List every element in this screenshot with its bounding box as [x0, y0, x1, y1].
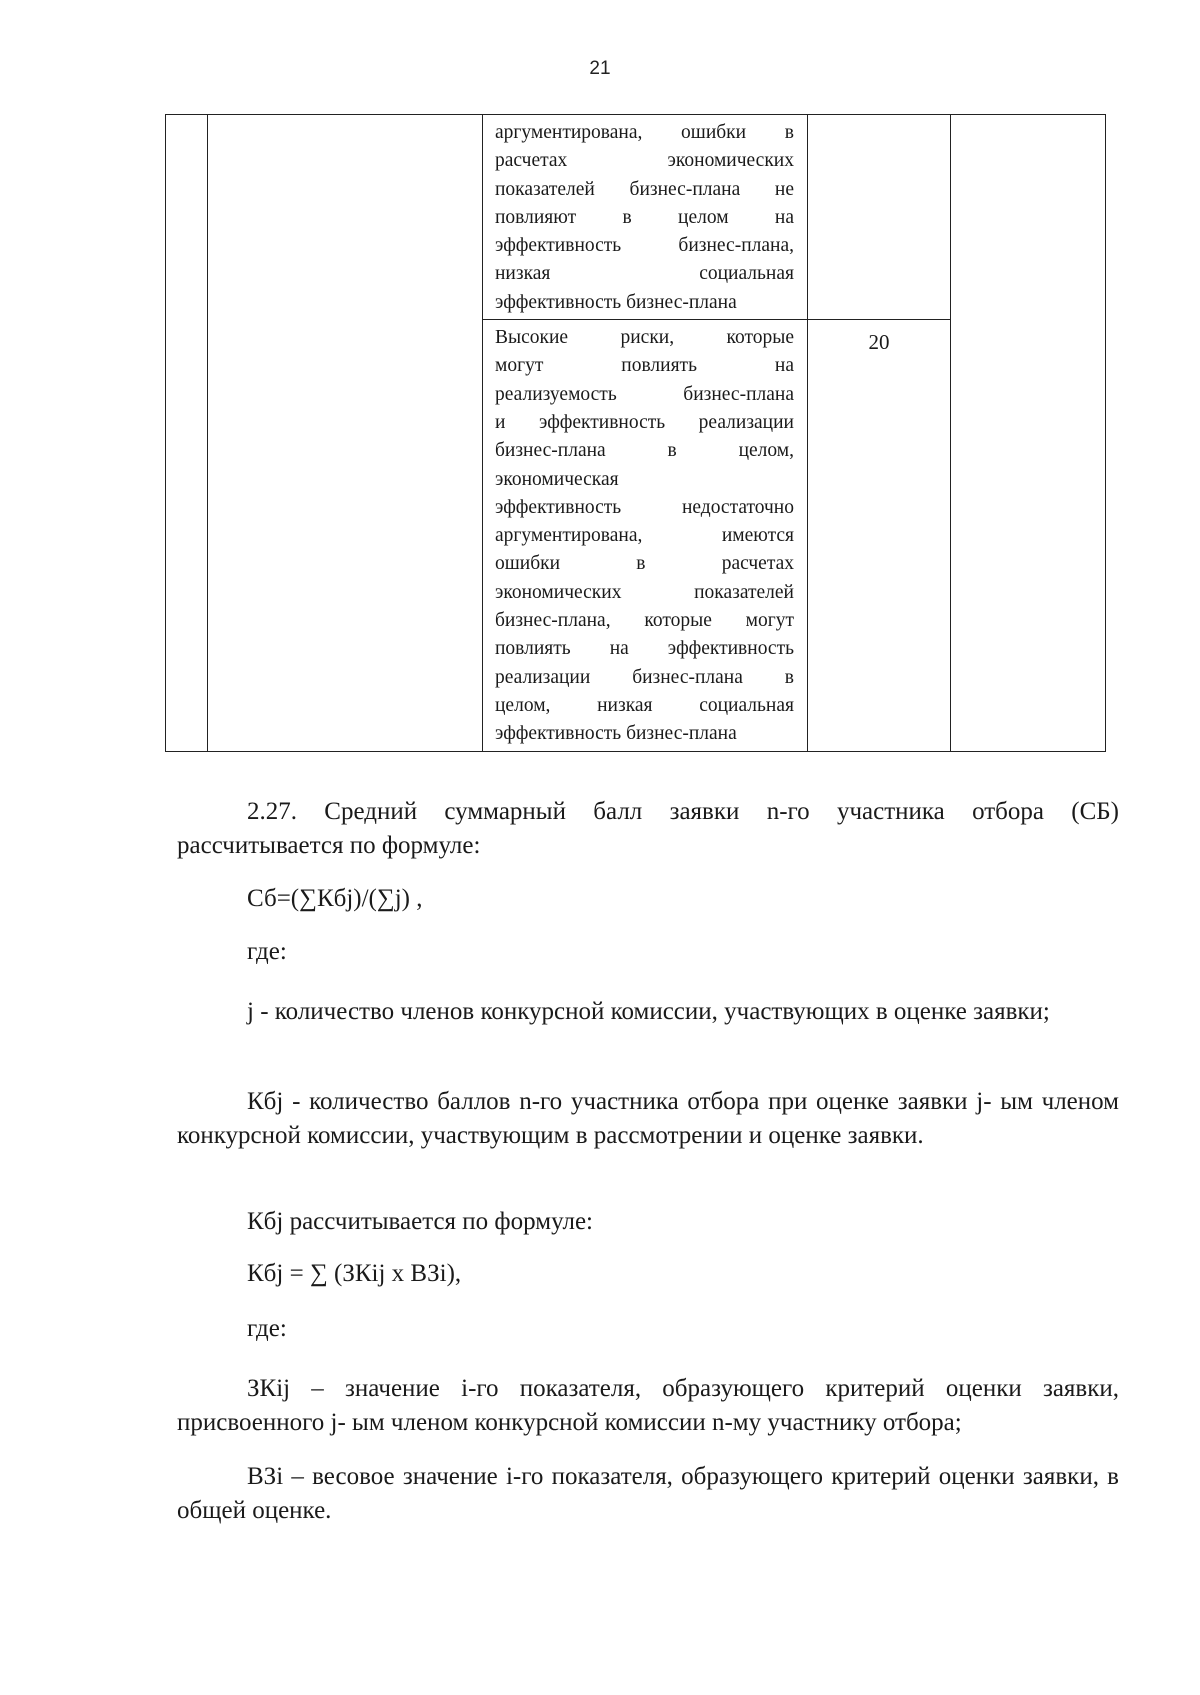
where-label [177, 1312, 1119, 1346]
cell-line: показателей бизнес-плана не [495, 178, 794, 200]
cell-line: повлияют в целом на [495, 206, 794, 228]
paragraph-2-27: 2.27. Средний суммарный балл заявки n-го участника отбора (СБ) рассчитывается по формуле: [177, 798, 1119, 859]
cell-line: повлиять на эффективность [495, 638, 794, 660]
cell-line: Высокие риски, которые [495, 327, 794, 349]
formula-sb [177, 882, 1119, 916]
table-cell-number [166, 115, 208, 752]
page-number: 21 [589, 58, 611, 79]
criteria-table [165, 114, 1106, 752]
cell-line: экономических показателей [495, 581, 794, 603]
formula-kbj [177, 1257, 1119, 1291]
cell-line: реализуемость бизнес-плана [495, 383, 794, 405]
cell-line: и эффективность реализации [495, 411, 794, 433]
cell-line: экономическая [495, 468, 619, 490]
formula-text: Сб=(∑Кбj)/(∑j) , [247, 885, 423, 912]
cell-line: расчетах экономических [495, 150, 794, 172]
cell-line: эффективность бизнес-плана [495, 291, 737, 313]
cell-line: бизнес-плана в целом, [495, 440, 794, 462]
table-cell-criterion [208, 115, 483, 752]
table-cell-score: 20 [808, 320, 951, 751]
table-row [166, 115, 1106, 320]
definition-j [177, 995, 1119, 1029]
formula-text: Кбj = ∑ (ЗКij х ВЗi), [247, 1260, 462, 1287]
table-cell-score [808, 115, 951, 320]
paragraph-j: j - количество членов конкурсной комиссии, участвующих в оценке заявки; [247, 998, 1050, 1025]
cell-line: аргументирована, имеются [495, 525, 794, 547]
paragraph-zkij: ЗКij – значение i-го показателя, образующего критерий оценки заявки, присвоенного j- ым членом конкурсной комиссии n-му участнику отбора; [177, 1375, 1119, 1436]
table-cell-description [483, 320, 808, 751]
cell-line: эффективность бизнес-плана [495, 723, 737, 745]
paragraph-kbj: Кбj - количество баллов n-го участника отбора при оценке заявки j- ым членом конкурсной комиссии, участвующим в рассмотрении и оценке заявки. [177, 1088, 1119, 1149]
where-label [177, 935, 1119, 969]
definition-vzi [177, 1460, 1119, 1528]
cell-line: эффективность бизнес-плана, [495, 235, 794, 257]
where-text: где: [247, 938, 287, 965]
kbj-formula-intro [177, 1205, 1119, 1239]
body-text [177, 795, 1119, 863]
cell-line: реализации бизнес-плана в [495, 666, 794, 688]
table-cell-description [483, 115, 808, 320]
cell-line: бизнес-плана, которые могут [495, 610, 794, 632]
paragraph-kbj-intro: Кбj рассчитывается по формуле: [247, 1208, 593, 1235]
where-text: где: [247, 1315, 287, 1342]
cell-line: низкая социальная [495, 263, 794, 285]
cell-line: аргументирована, ошибки в [495, 122, 794, 143]
cell-line: могут повлиять на [495, 355, 794, 377]
definition-zkij [177, 1372, 1119, 1440]
cell-line: целом, низкая социальная [495, 694, 794, 716]
paragraph-vzi: ВЗi – весовое значение i-го показателя, образующего критерий оценки заявки, в общей оценке. [177, 1463, 1119, 1524]
table-cell-weight [951, 115, 1106, 752]
cell-line: эффективность недостаточно [495, 496, 794, 518]
cell-line: ошибки в расчетах [495, 553, 794, 575]
definition-kbj [177, 1085, 1119, 1153]
